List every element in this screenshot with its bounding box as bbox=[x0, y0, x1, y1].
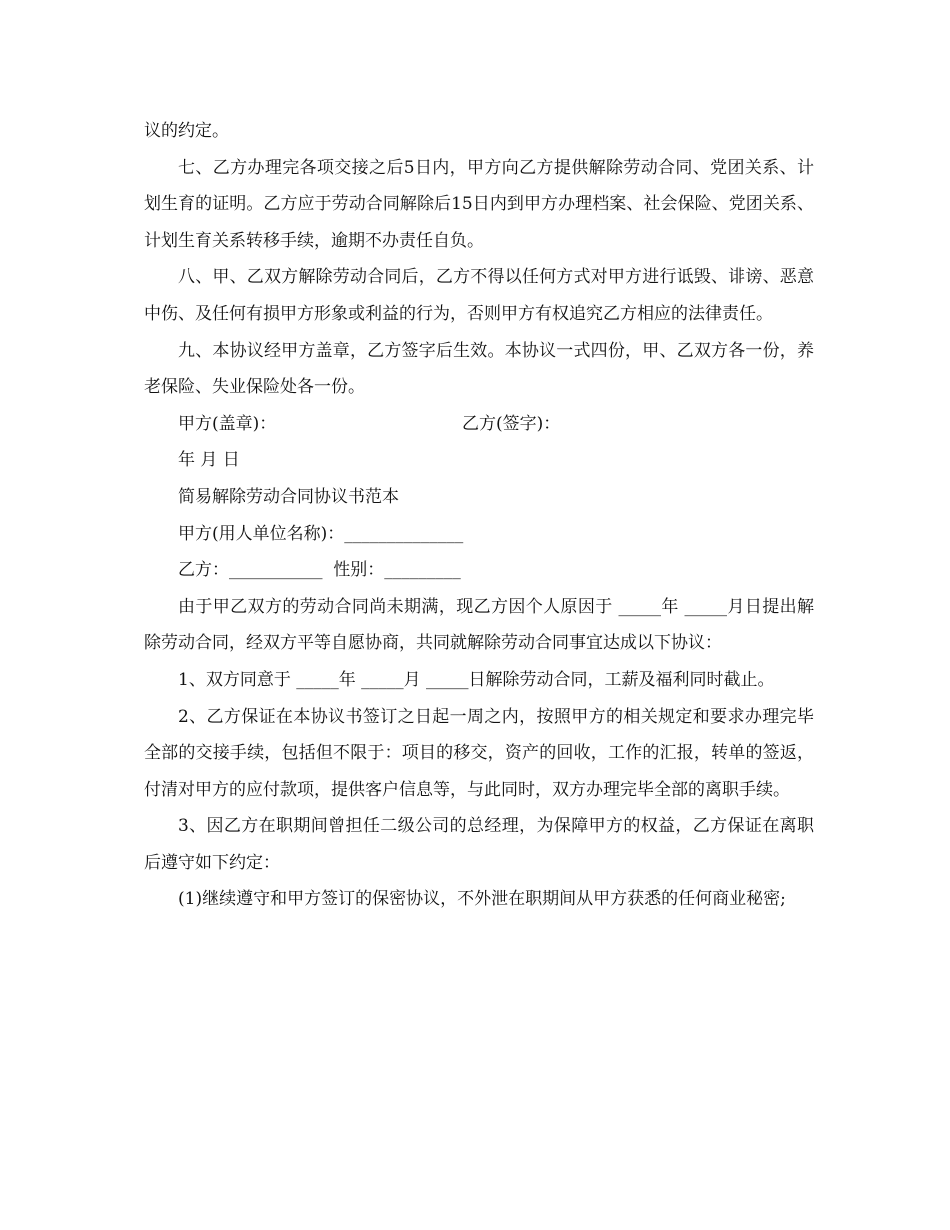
paragraph-item-2: 2、乙方保证在本协议书签订之日起一周之内，按照甲方的相关规定和要求办理完毕全部的交接手续，包括但不限于：项目的移交，资产的回收，工作的汇报，转单的签返，付清对甲方的应付款项，提供客户信息等，与此同时，双方办理完毕全部的离职手续。 bbox=[144, 706, 814, 800]
paragraph-clause-8: 八、甲、乙双方解除劳动合同后，乙方不得以任何方式对甲方进行诋毁、诽谤、恶意中伤、及任何有损甲方形象或利益的行为，否则甲方有权追究乙方相应的法律责任。 bbox=[144, 267, 814, 324]
paragraph-item-1: 1、双方同意于 _____年 _____月 _____日解除劳动合同，工薪及福利同时截止。 bbox=[178, 669, 775, 690]
signature-party-b: 乙方(签字)： bbox=[462, 413, 561, 434]
paragraph-item-3: 3、因乙方在职期间曾担任二级公司的总经理，为保障甲方的权益，乙方保证在离职后遵守如下约定： bbox=[144, 816, 814, 873]
document-body bbox=[144, 113, 814, 918]
paragraph-clause-9: 九、本协议经甲方盖章，乙方签字后生效。本协议一式四份，甲、乙双方各一份，养老保险、失业保险处各一份。 bbox=[144, 340, 814, 398]
date-line: 年 月 日 bbox=[178, 450, 240, 471]
signature-party-a: 甲方(盖章)： bbox=[178, 413, 277, 434]
section-title: 简易解除劳动合同协议书范本 bbox=[178, 486, 399, 507]
paragraph-continuation: 议的约定。 bbox=[144, 121, 229, 141]
paragraph-clause-7: 七、乙方办理完各项交接之后5日内，甲方向乙方提供解除劳动合同、党团关系、计划生育的证明。乙方应于劳动合同解除后15日内到甲方办理档案、社会保险、党团关系、计划生育关系转移手续，逾期不办责任自负。 bbox=[144, 157, 814, 251]
party-a-line: 甲方(用人单位名称)：______________ bbox=[178, 523, 464, 544]
paragraph-item-3-1: (1)继续遵守和甲方签订的保密协议，不外泄在职期间从甲方获悉的任何商业秘密; bbox=[178, 889, 786, 910]
signature-row bbox=[144, 406, 814, 443]
paragraph-preamble: 由于甲乙双方的劳动合同尚未期满，现乙方因个人原因于 _____年 _____月日提出解除劳动合同，经双方平等自愿协商，共同就解除劳动合同事宜达成以下协议： bbox=[144, 596, 814, 654]
party-b-line: 乙方：___________ 性别：_________ bbox=[178, 560, 461, 581]
